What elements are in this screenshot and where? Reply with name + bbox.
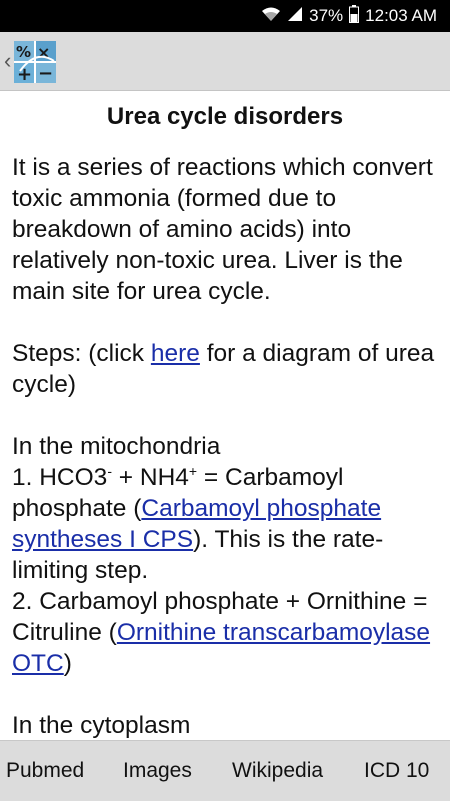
signal-icon [287, 6, 303, 27]
step-1-text-c: = Carbamoyl phosphate ( [12, 464, 344, 522]
article-content[interactable] [0, 91, 450, 739]
wifi-icon [261, 6, 281, 27]
battery-icon [349, 5, 359, 28]
battery-percent: 37% [309, 6, 344, 25]
clock: 12:03 AM [365, 6, 437, 25]
svg-text:×: × [37, 43, 51, 62]
steps-suffix: for a diagram of urea cycle) [12, 340, 435, 398]
step-1-superscript-minus: - [107, 462, 112, 479]
pubmed-button[interactable]: Pubmed [6, 759, 85, 782]
intro-paragraph: It is a series of reactions which convert toxic ammonia (formed due to breakdown of amino acids) into relatively non-toxic urea. Liver is the main site for urea cycle. [12, 154, 433, 305]
cps-enzyme-link[interactable]: Carbamoyl phosphate syntheses I CPS [12, 495, 382, 553]
cytoplasm-heading: In the cytoplasm [12, 712, 191, 739]
step-2-text-b: ) [63, 650, 72, 677]
svg-text:%: % [16, 43, 32, 61]
step-1-text-b: + NH4 [111, 464, 189, 491]
bottom-action-bar [0, 740, 450, 801]
page-title: Urea cycle disorders [106, 103, 344, 130]
svg-text:+: + [17, 64, 33, 83]
step-2 [0, 586, 450, 679]
wikipedia-button[interactable]: Wikipedia [232, 759, 324, 782]
icd10-button[interactable]: ICD 10 [364, 759, 430, 782]
step-1-superscript-plus: + [188, 462, 198, 479]
step-2-text-a: 2. Carbamoyl phosphate + Ornithine = Citruline ( [12, 588, 428, 646]
step-1-text-d: ). This is the rate-limiting step. [12, 526, 384, 584]
status-indicators [261, 0, 437, 32]
otc-enzyme-link[interactable]: Ornithine transcarbamoylase OTC [12, 619, 431, 677]
up-navigation-icon[interactable]: ‹ [4, 48, 12, 73]
steps-paragraph [0, 338, 450, 400]
images-button[interactable]: Images [123, 759, 192, 782]
status-bar [0, 0, 450, 32]
svg-text:−: − [38, 63, 54, 83]
app-bar [0, 32, 450, 91]
app-logo-icon[interactable] [14, 41, 56, 83]
step-1-text-a: 1. HCO3 [12, 464, 108, 491]
mitochondria-heading: In the mitochondria [12, 433, 221, 460]
step-1 [0, 462, 450, 586]
steps-prefix: Steps: (click [12, 340, 151, 367]
diagram-link[interactable]: here [150, 340, 200, 367]
